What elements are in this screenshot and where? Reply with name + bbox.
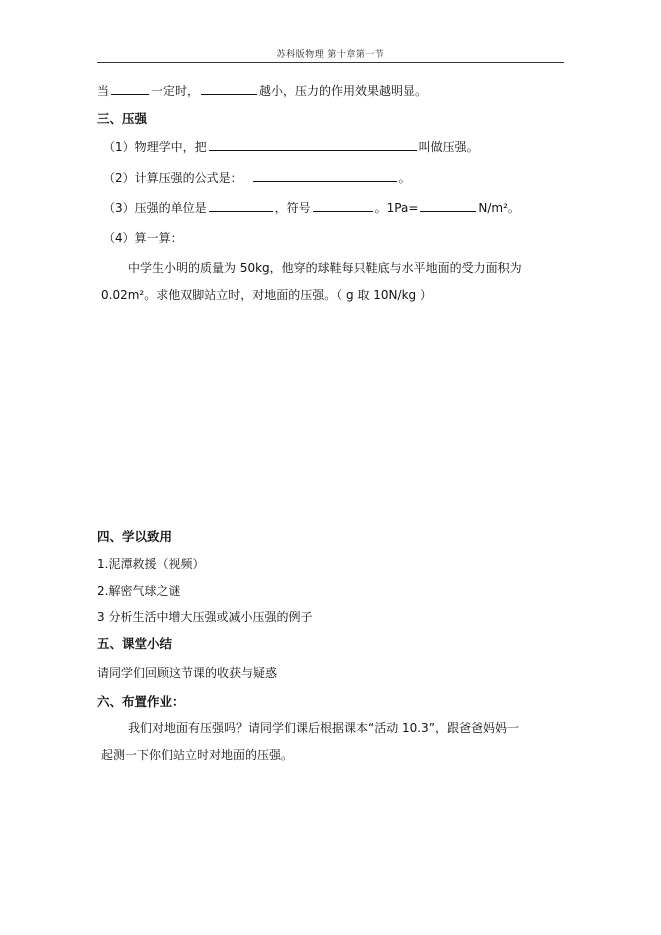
- question-4-label: （4）算一算：: [103, 231, 183, 245]
- blank-field[interactable]: [209, 139, 417, 151]
- section-title-homework: 六、布置作业：: [97, 694, 185, 709]
- blank-field[interactable]: [420, 200, 476, 212]
- question-text: 。1Pa=: [374, 201, 419, 215]
- question-1: [103, 138, 479, 155]
- fill-in-line-pressure-effect: [97, 82, 427, 99]
- question-text: N/m²。: [478, 201, 520, 215]
- blank-field[interactable]: [253, 170, 397, 182]
- section-title-application: 四、学以致用: [97, 529, 173, 544]
- question-3: [103, 199, 520, 216]
- text-segment: 一定时，: [151, 84, 200, 98]
- homework-text-line-2: 起测一下你们站立时对地面的压强。: [101, 748, 294, 762]
- header-rule: [97, 62, 564, 63]
- section-title-pressure: 三、压强: [97, 111, 148, 126]
- question-text: ，符号: [274, 201, 311, 215]
- list-item: 3 分析生活中增大压强或减小压强的例子: [97, 610, 313, 624]
- page-header: 苏科版物理 第十章第一节: [276, 50, 385, 60]
- homework-text-line-1: 我们对地面有压强吗？请同学们课后根据课本“活动 10.3”，跟爸爸妈妈一: [128, 721, 519, 735]
- text-segment: 当: [97, 84, 110, 98]
- text-segment: 越小，压力的作用效果越明显。: [259, 84, 428, 98]
- question-2: [103, 169, 411, 186]
- blank-field[interactable]: [313, 200, 373, 212]
- list-item: 1.泥潭救援（视频）: [97, 557, 205, 571]
- problem-text-line-1: 中学生小明的质量为 50kg，他穿的球鞋每只鞋底与水平地面的受力面积为: [128, 261, 522, 275]
- question-text: 叫做压强。: [418, 140, 479, 154]
- question-text: 。: [398, 171, 411, 185]
- question-text: （3）压强的单位是: [103, 201, 207, 215]
- blank-field[interactable]: [201, 83, 257, 95]
- question-text: （1）物理学中，把: [103, 140, 207, 154]
- section-title-summary: 五、课堂小结: [97, 636, 173, 651]
- question-text: （2）计算压强的公式是：: [103, 171, 243, 185]
- blank-field[interactable]: [111, 83, 149, 95]
- blank-field[interactable]: [209, 200, 273, 212]
- list-item: 2.解密气球之谜: [97, 584, 181, 598]
- problem-text-line-2: 0.02m²。求他双脚站立时，对地面的压强。（ g 取 10N/kg ）: [101, 288, 432, 302]
- summary-text: 请同学们回顾这节课的收获与疑惑: [97, 666, 278, 680]
